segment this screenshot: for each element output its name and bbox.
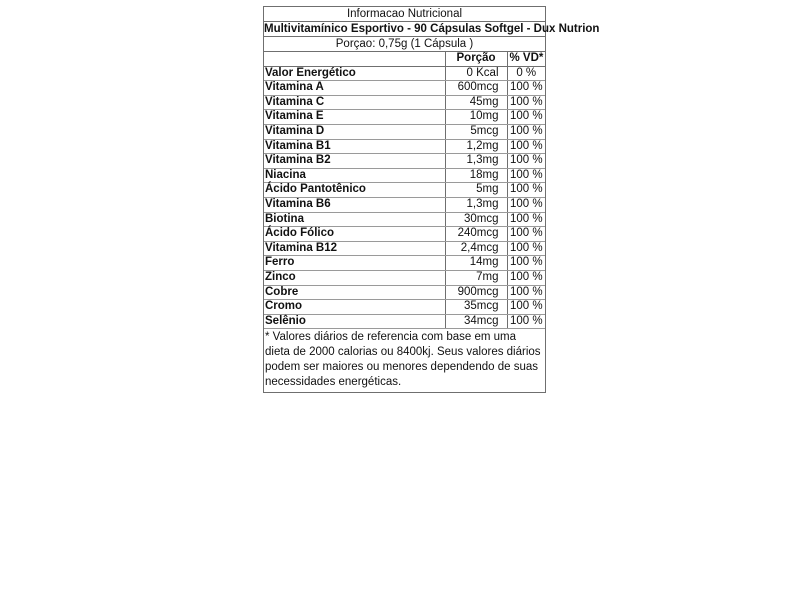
nutrient-name: Cobre	[264, 285, 445, 300]
nutrient-name: Biotina	[264, 212, 445, 227]
table-row	[264, 81, 545, 96]
table-row	[264, 124, 545, 139]
nutrient-amount: 0 Kcal	[445, 66, 507, 81]
nutrient-name: Cromo	[264, 300, 445, 315]
nutrient-rows	[264, 66, 545, 329]
table-row	[264, 95, 545, 110]
nutrient-daily-value: 100 %	[507, 139, 545, 154]
nutrient-daily-value: 100 %	[507, 95, 545, 110]
nutrient-amount: 900mcg	[445, 285, 507, 300]
label-title: Informacao Nutricional	[264, 7, 545, 22]
nutrient-amount: 5mg	[445, 183, 507, 198]
portion-column-header: Porção	[445, 52, 507, 66]
nutrient-amount: 14mg	[445, 256, 507, 271]
nutrient-name: Vitamina E	[264, 110, 445, 125]
nutrient-name: Niacina	[264, 168, 445, 183]
nutrient-amount: 5mcg	[445, 124, 507, 139]
table-row	[264, 314, 545, 329]
table-row	[264, 168, 545, 183]
nutrient-daily-value: 100 %	[507, 256, 545, 271]
nutrient-daily-value: 0 %	[507, 66, 545, 81]
nutrient-amount: 2,4mcg	[445, 241, 507, 256]
table-row	[264, 285, 545, 300]
table-row	[264, 241, 545, 256]
product-name: Multivitamínico Esportivo - 90 Cápsulas Softgel - Dux Nutrion	[264, 23, 600, 35]
nutrition-facts-label	[263, 6, 600, 393]
table-row	[264, 227, 545, 242]
nutrient-amount: 1,3mg	[445, 154, 507, 169]
nutrient-daily-value: 100 %	[507, 168, 545, 183]
nutrient-name: Valor Energético	[264, 66, 445, 81]
nutrient-name: Ferro	[264, 256, 445, 271]
nutrient-daily-value: 100 %	[507, 227, 545, 242]
nutrient-daily-value: 100 %	[507, 154, 545, 169]
table-row	[264, 300, 545, 315]
nutrient-name: Vitamina A	[264, 81, 445, 96]
nutrient-amount: 30mcg	[445, 212, 507, 227]
table-row	[264, 270, 545, 285]
nutrient-daily-value: 100 %	[507, 110, 545, 125]
table-row	[264, 197, 545, 212]
nutrient-name: Ácido Fólico	[264, 227, 445, 242]
table-row	[264, 110, 545, 125]
portion-info: Porçao: 0,75g (1 Cápsula )	[264, 37, 545, 52]
footnote: * Valores diários de referencia com base em uma dieta de 2000 calorias ou 8400kj. Seus valores diários podem ser maiores ou menores dependendo de suas necessidades energéticas.	[265, 331, 541, 389]
nutrient-name: Vitamina D	[264, 124, 445, 139]
nutrient-daily-value: 100 %	[507, 212, 545, 227]
nutrient-daily-value: 100 %	[507, 241, 545, 256]
table-header-row	[264, 52, 545, 66]
nutrient-daily-value: 100 %	[507, 270, 545, 285]
nutrient-amount: 10mg	[445, 110, 507, 125]
nutrition-table	[264, 52, 545, 329]
nutrient-daily-value: 100 %	[507, 183, 545, 198]
nutrient-daily-value: 100 %	[507, 81, 545, 96]
nutrient-amount: 34mcg	[445, 314, 507, 329]
nutrient-amount: 1,2mg	[445, 139, 507, 154]
nutrient-name: Vitamina B1	[264, 139, 445, 154]
vd-column-header: % VD*	[507, 52, 545, 66]
nutrient-name: Vitamina B6	[264, 197, 445, 212]
nutrient-name: Vitamina B12	[264, 241, 445, 256]
nutrient-daily-value: 100 %	[507, 300, 545, 315]
table-row	[264, 139, 545, 154]
table-row	[264, 183, 545, 198]
table-row	[264, 212, 545, 227]
nutrient-daily-value: 100 %	[507, 314, 545, 329]
nutrient-amount: 35mcg	[445, 300, 507, 315]
nutrient-amount: 600mcg	[445, 81, 507, 96]
nutrient-name: Vitamina B2	[264, 154, 445, 169]
nutrient-name: Ácido Pantotênico	[264, 183, 445, 198]
table-row	[264, 66, 545, 81]
nutrient-amount: 240mcg	[445, 227, 507, 242]
nutrient-column-header	[264, 52, 445, 66]
table-row	[264, 154, 545, 169]
nutrient-name: Selênio	[264, 314, 445, 329]
nutrient-amount: 18mg	[445, 168, 507, 183]
nutrient-name: Zinco	[264, 270, 445, 285]
nutrient-daily-value: 100 %	[507, 124, 545, 139]
nutrient-amount: 45mg	[445, 95, 507, 110]
nutrient-daily-value: 100 %	[507, 285, 545, 300]
nutrient-amount: 1,3mg	[445, 197, 507, 212]
table-row	[264, 256, 545, 271]
nutrient-daily-value: 100 %	[507, 197, 545, 212]
nutrient-amount: 7mg	[445, 270, 507, 285]
nutrient-name: Vitamina C	[264, 95, 445, 110]
